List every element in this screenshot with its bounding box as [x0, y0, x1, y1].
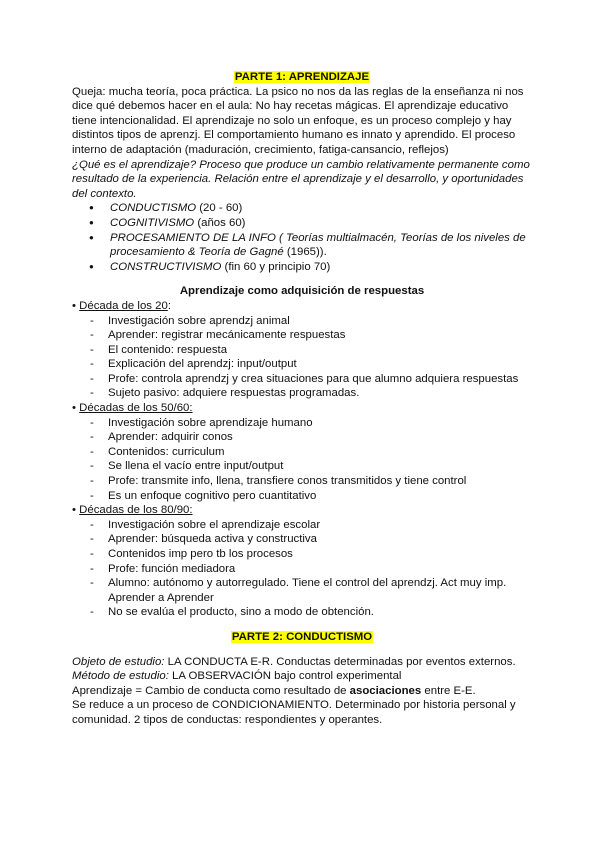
decade-section: [72, 299, 532, 401]
decade-section: [72, 401, 532, 503]
decade-title-row: [72, 299, 532, 314]
paradigm-name: CONSTRUCTIVISMO: [110, 260, 222, 273]
method-text: LA OBSERVACIÓN bajo control experimental: [168, 670, 402, 683]
paradigm-item: [72, 216, 532, 231]
paradigm-detail: (20 - 60): [196, 202, 243, 215]
acquisition-heading: Aprendizaje como adquisición de respuestas: [179, 285, 425, 298]
decade-suffix: :: [167, 299, 171, 312]
paradigm-detail-italic: ( Teorías multialmacén, Teorías de los niveles de procesamiento & Teoría de Gagné: [110, 231, 526, 259]
paradigm-list: [72, 201, 532, 274]
list-item: - Sujeto pasivo: adquiere respuestas programadas.: [72, 386, 532, 401]
decade-items: [72, 416, 532, 504]
object-label: Objeto de estudio:: [72, 655, 165, 668]
bullet-dot: •: [72, 504, 76, 517]
learning-pre: Aprendizaje = Cambio de conducta como resultado de: [72, 684, 350, 697]
part1-heading: [72, 70, 532, 85]
list-item: - Profe: función mediadora: [72, 562, 532, 577]
paradigm-item: [72, 231, 532, 260]
list-item: - Aprender: registrar mecánicamente respuestas: [72, 328, 532, 343]
list-item: - El contenido: respuesta: [72, 343, 532, 358]
decade-section: [72, 503, 532, 620]
part1-question: ¿Qué es el aprendizaje? Proceso que produce un cambio relativamente permanente como resultado de la experiencia. Relación entre el aprendizaje y el desarrollo, y oportunidades del contexto.: [72, 158, 530, 200]
list-item: - Explicación del aprendzj: input/output: [72, 357, 532, 372]
method-of-study: [72, 669, 532, 684]
bullet-dot: •: [72, 402, 76, 415]
decade-title-row: [72, 503, 532, 518]
list-item: - Profe: controla aprendzj y crea situaciones para que alumno adquiera respuestas: [72, 372, 532, 387]
paradigm-detail: (fin 60 y principio 70): [221, 260, 331, 273]
decade-items: [72, 518, 532, 620]
decade-title-row: [72, 401, 532, 416]
list-item: - Contenidos imp pero tb los procesos: [72, 547, 532, 562]
object-of-study: [72, 655, 532, 670]
paradigm-detail: (1965)).: [283, 246, 327, 259]
list-item: - Contenidos: curriculum: [72, 445, 532, 460]
part2-title: PARTE 2: CONDUCTISMO: [231, 630, 373, 643]
list-item: - Profe: transmite info, llena, transfiere conos transmitidos y tiene control: [72, 474, 532, 489]
paradigm-item: [72, 260, 532, 275]
decade-title: Décadas de los 50/60:: [79, 402, 193, 415]
document-content: [72, 70, 532, 728]
part1-intro: Queja: mucha teoría, poca práctica. La psico no nos da las reglas de la enseñanza ni nos dice qué debemos hacer en el aula: No hay recetas mágicas. El aprendizaje educativo tiene intencionalidad. El aprendizaje no solo un enfoque, es un proceso complejo y hay distintos tipos de aprenzj. El comportamiento humano es innato y aprendido. El proceso interno de adaptación (maduración, crecimiento, fatiga-cansancio, reflejos): [72, 85, 524, 156]
learning-definition: [72, 684, 532, 699]
list-item: - Investigación sobre el aprendizaje escolar: [72, 518, 532, 533]
paradigm-detail: (años 60): [194, 216, 246, 229]
conditioning-paragraph: Se reduce a un proceso de CONDICIONAMIENTO. Determinado por historia personal y comunidad. 2 tipos de conductas: respondientes y operantes.: [72, 699, 516, 726]
decade-title: Décadas de los 80/90:: [79, 504, 193, 517]
paradigm-item: [72, 201, 532, 216]
method-label: Método de estudio:: [72, 670, 169, 683]
list-item: - Se llena el vacío entre input/output: [72, 459, 532, 474]
learning-bold: asociaciones: [349, 684, 422, 697]
list-item: - Investigación sobre aprendzj animal: [72, 314, 532, 329]
decade-items: [72, 314, 532, 402]
bullet-dot: •: [72, 299, 76, 312]
part1-title: PARTE 1: APRENDIZAJE: [234, 71, 370, 83]
learning-post: entre E-E.: [421, 684, 476, 697]
list-item: - Investigación sobre aprendizaje humano: [72, 416, 532, 431]
part2-heading: [72, 630, 532, 645]
paradigm-name: COGNITIVISMO: [110, 216, 195, 229]
paradigm-name: CONDUCTISMO: [110, 202, 197, 215]
decade-title: Década de los 20: [79, 299, 168, 312]
list-item: - Alumno: autónomo y autorregulado. Tiene el control del aprendzj. Act muy imp. Aprender a Aprender: [72, 576, 532, 605]
list-item: - No se evalúa el producto, sino a modo de obtención.: [72, 605, 532, 620]
list-item: - Aprender: búsqueda activa y constructiva: [72, 532, 532, 547]
object-text: LA CONDUCTA E-R. Conductas determinadas por eventos externos.: [164, 655, 516, 668]
list-item: - Es un enfoque cognitivo pero cuantitativo: [72, 489, 532, 504]
list-item: - Aprender: adquirir conos: [72, 430, 532, 445]
paradigm-name: PROCESAMIENTO DE LA INFO: [110, 231, 276, 244]
